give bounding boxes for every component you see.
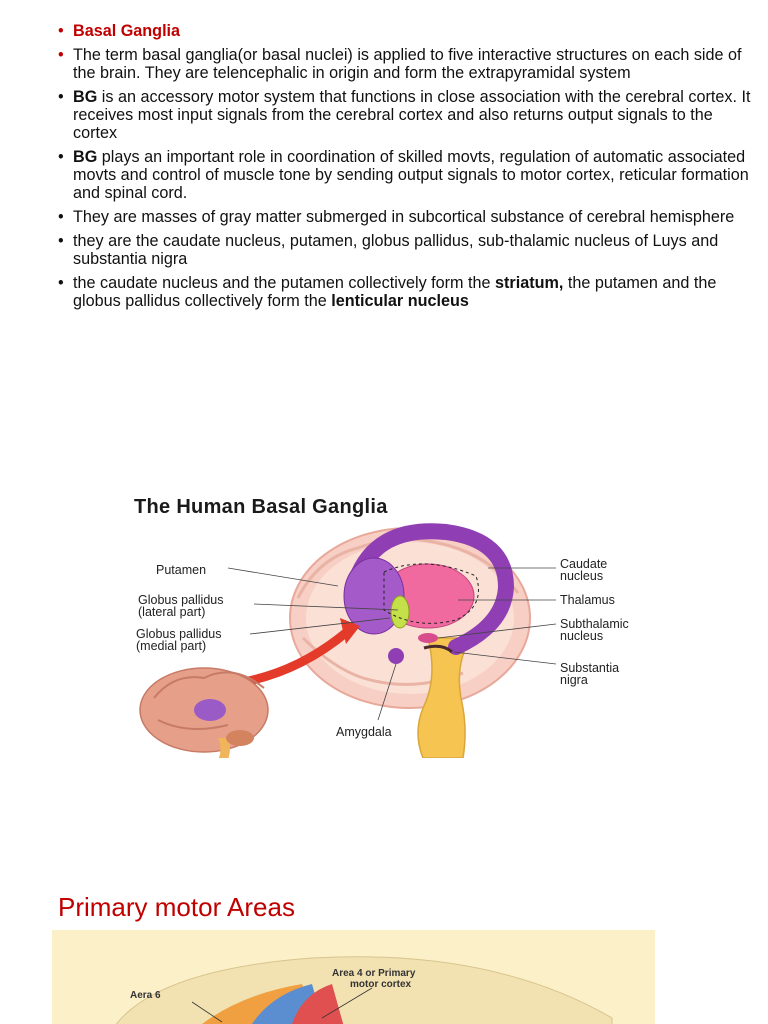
label-area4-1: Area 4 or Primary	[332, 968, 416, 979]
label-subthalamic-2: nucleus	[560, 629, 604, 643]
label-thalamus: Thalamus	[560, 593, 615, 607]
bullet-heading: • Basal Ganglia	[56, 22, 756, 40]
label-gp-medial-1: Globus pallidus	[136, 627, 222, 641]
motor-cortex-illustration	[52, 930, 655, 1024]
basal-ganglia-figure	[128, 488, 668, 758]
label-gp-lateral-2: (lateral part)	[138, 605, 206, 619]
bullet-list	[56, 22, 756, 316]
label-substantia-nigra-1: Substantia	[560, 661, 620, 675]
bullet-role: • BG plays an important role in coordination of skilled movts, regulation of automatic associated movts and control of muscle tone by sending output signals to motor cortex, reticular formation and spinal cord.	[56, 148, 756, 202]
bullet-striatum: • the caudate nucleus and the putamen collectively form the striatum, the putamen and the globus pallidus collectively form the lenticular nucleus	[56, 274, 756, 310]
bullet-accessory-motor: • BG is an accessory motor system that functions in close association with the cerebral cortex. It receives most input signals from the cerebral cortex and also returns output signals to the cortex	[56, 88, 756, 142]
section-heading-primary-motor: Primary motor Areas	[58, 892, 295, 922]
label-area6: Aera 6	[130, 990, 161, 1001]
bullet-components: • they are the caudate nucleus, putamen, globus pallidus, sub-thalamic nucleus of Luys and substantia nigra	[56, 232, 756, 268]
bullet-gray-matter: • They are masses of gray matter submerged in subcortical substance of cerebral hemisphere	[56, 208, 756, 226]
label-substantia-nigra-2: nigra	[560, 673, 588, 687]
label-subthalamic-1: Subthalamic	[560, 617, 629, 631]
label-amygdala: Amygdala	[336, 725, 392, 739]
label-gp-lateral-1: Globus pallidus	[138, 593, 224, 607]
primary-motor-figure	[52, 930, 655, 1024]
label-area4-2: motor cortex	[350, 979, 412, 990]
label-caudate-2: nucleus	[560, 569, 604, 583]
bullet-definition: • The term basal ganglia(or basal nuclei) is applied to five interactive structures on each side of the brain. They are telencephalic in origin and form the extrapyramidal system	[56, 46, 756, 82]
label-gp-medial-2: (medial part)	[136, 639, 207, 653]
label-putamen: Putamen	[156, 563, 207, 577]
figure-title: The Human Basal Ganglia	[134, 496, 388, 518]
label-caudate-1: Caudate	[560, 557, 608, 571]
figure-labels	[128, 488, 668, 758]
